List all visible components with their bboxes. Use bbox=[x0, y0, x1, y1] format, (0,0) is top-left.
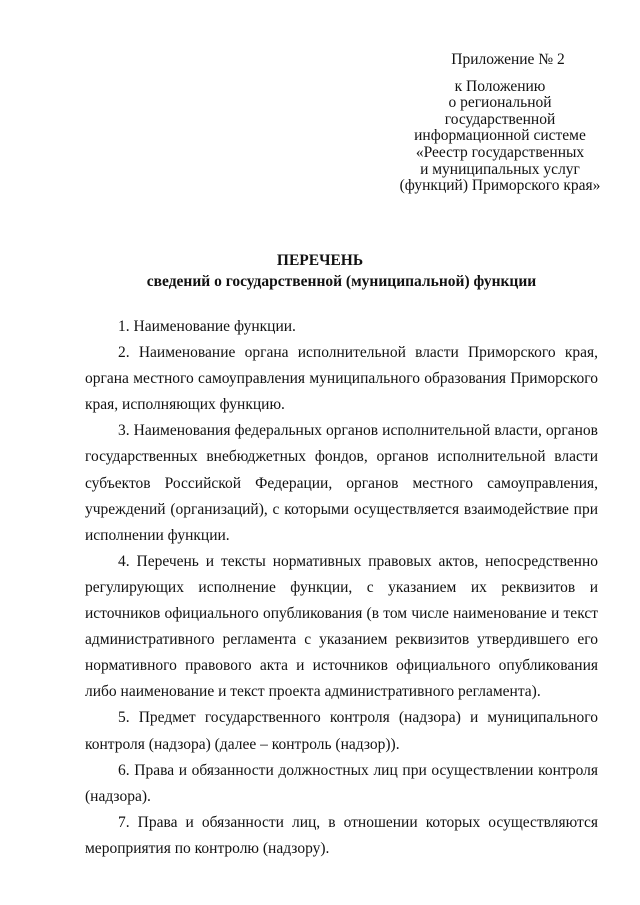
list-item: 6. Права и обязанности должностных лиц при осуществлении контроля (надзора). bbox=[85, 761, 598, 805]
list-item: 1. Наименование функции. bbox=[118, 318, 296, 335]
appendix-line: информационной системе bbox=[414, 127, 586, 145]
appendix-block bbox=[380, 52, 620, 195]
appendix-line: государственной bbox=[444, 110, 556, 128]
list-item: 3. Наименования федеральных органов исполнительной власти, органов государственных внебюджетных фондов, органов исполнительной власти субъектов Российской Федерации, органов местного самоуправления, учреждений (организаций), с которыми осуществляется взаимодействие при исполнении функции. bbox=[85, 422, 598, 544]
appendix-number: Приложение № 2 bbox=[451, 51, 565, 68]
appendix-line: (функций) Приморского края» bbox=[399, 177, 601, 195]
document-subtitle: сведений о государственной (муниципальной) функции bbox=[146, 273, 537, 290]
list-item: 2. Наименование органа исполнительной власти Приморского края, органа местного самоуправления муниципального образования Приморского края, исполняющих функцию. bbox=[85, 344, 598, 414]
items-list bbox=[85, 314, 598, 862]
list-item: 5. Предмет государственного контроля (надзора) и муниципального контроля (надзора) (далее – контроль (надзор)). bbox=[85, 709, 598, 753]
appendix-line: и муниципальных услуг bbox=[420, 160, 580, 178]
document-title: ПЕРЕЧЕНЬ bbox=[276, 252, 364, 269]
appendix-line: к Положению bbox=[454, 77, 546, 95]
list-item: 4. Перечень и тексты нормативных правовых актов, непосредственно регулирующих исполнение функции, с указанием их реквизитов и источников официального опубликования (в том числе наименование и текст административного регламента с указанием реквизитов утвердившего его нормативного правового акта и источников официального опубликования либо наименование и текст проекта административного регламента). bbox=[85, 552, 598, 701]
list-item: 7. Права и обязанности лиц, в отношении которых осуществляются мероприятия по контролю (надзору). bbox=[85, 813, 598, 857]
appendix-line: о региональной bbox=[448, 94, 552, 112]
appendix-line: «Реестр государственных bbox=[415, 143, 585, 161]
